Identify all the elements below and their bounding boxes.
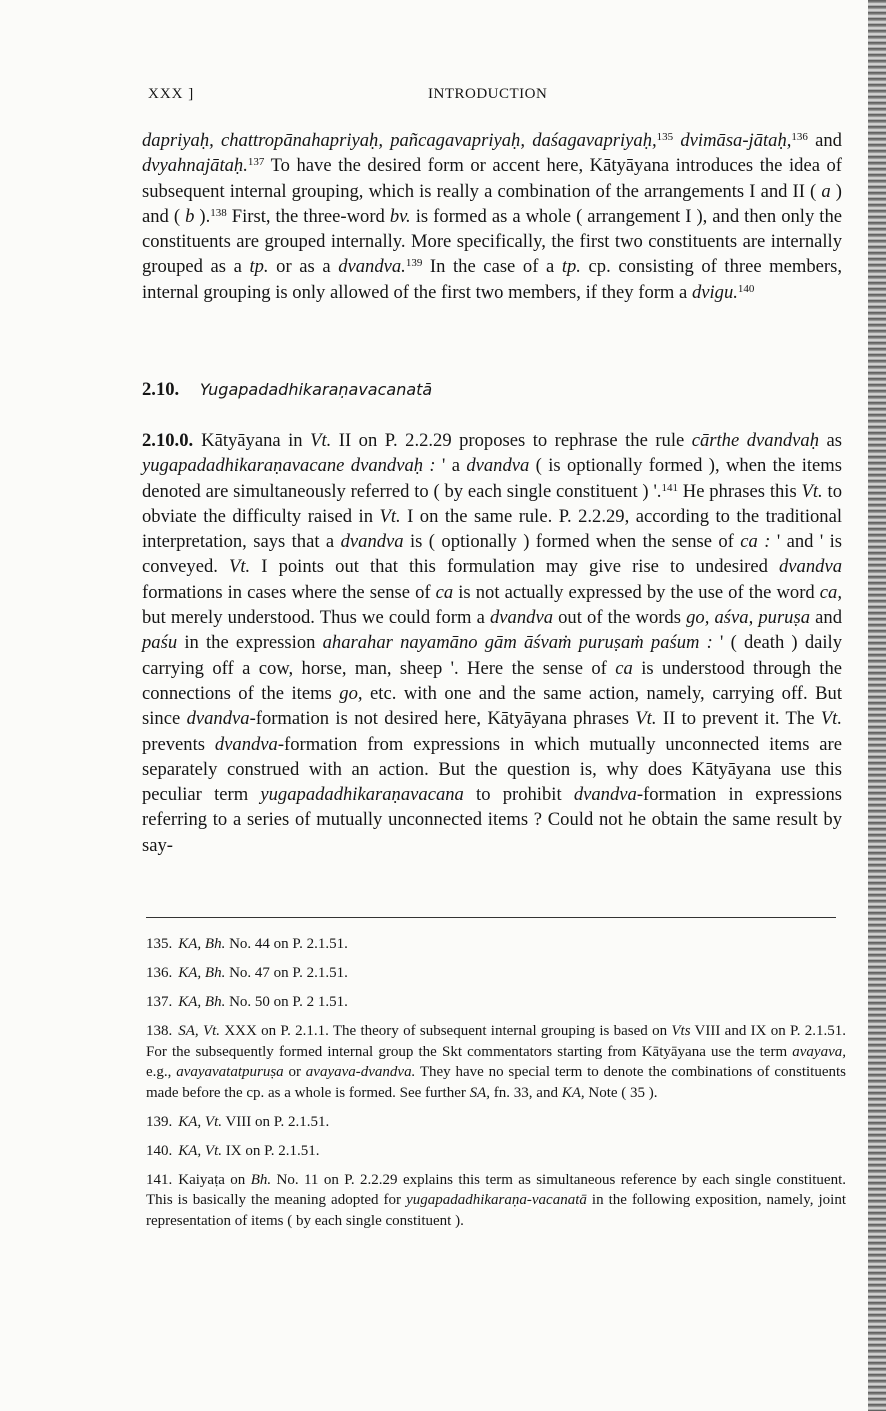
footnote-141: 141. Kaiyaṭa on Bh. No. 11 on P. 2.2.29 explains this term as simultaneous reference by each single constituent. This is basically the meaning adopted for yugapadadhikaraṇa-vacanatā in the following exposition, namely, joint representation of items ( by each single constituent ). (146, 1171, 847, 1229)
intro-paragraph: dapriyaḥ, chattropānahapriyaḥ, pañcagavapriyaḥ, daśagavapriyaḥ,$^{135}$ dvimāsa-jātaḥ,$^{136}$ and dvyahnajātaḥ.$^{137}$ To have the desired form or accent here, Kātyāyana introduces the idea of subsequent internal grouping, which is really a combination of the arrangements I and II ( a ) and ( b ).$^{138}$ First, the three-word bv. is formed as a whole ( arrangement I ), and then only the constituents are grouped internally. More specifically, the first two constituents are internally grouped as a tp. or as a dvandva.$^{139}$ In the case of a tp. cp. consisting of three members, internal grouping is only allowed of the first two members, if they form a dvigu.$^{140}$ (142, 130, 843, 303)
footnote-divider (146, 917, 836, 918)
paragraph-number: 2.10.0. (142, 430, 194, 451)
main-paragraph: 2.10.0. Kātyāyana in Vt. II on P. 2.2.29 proposes to rephrase the rule cārthe dvandvaḥ as yugapadadhikaraṇavacane dvandvaḥ : ' a dvandva ( is optionally formed ), when the items denoted are simultaneously referred to ( by each single constituent ) '.$^{141}$ He phrases this Vt. to obviate the difficulty raised in Vt. I on the same rule. P. 2.2.29, according to the traditional interpretation, says that a dvandva is ( optionally ) formed when the sense of ca : ' and ' is conveyed. Vt. I points out that this formulation may give rise to undesired dvandva formations in cases where the sense of ca is not actually expressed by the use of the word ca, but merely understood. Thus we could form a dvandva out of the words go, aśva, puruṣa and paśu in the expression aharahar nayamāno gām āśvaṁ puruṣaṁ paśum : ' ( death ) daily carrying off a cow, horse, man, sheep '. Here the sense of ca is understood through the connections of the items go, etc. with one and the same action, namely, carrying off. But since dvandva-formation is not desired here, Kātyāyana phrases Vt. II to prevent it. The Vt. prevents dvandva-formation from expressions in which mutually unconnected items are separately construed with an action. But the question is, why does Kātyāyana use this peculiar term yugapadadhikaraṇavacana to prohibit dvandva-formation in expressions referring to a series of mutually unconnected items ? Could not he obtain the same result by say- (142, 430, 843, 856)
section-number: 2.10. (142, 379, 180, 400)
footnote-139: 139. KA, Vt. VIII on P. 2.1.51. (146, 1113, 330, 1130)
footnote-137: 137. KA, Bh. No. 50 on P. 2 1.51. (146, 994, 348, 1010)
page-number: XXX ] (148, 86, 195, 102)
footnote-140: 140. KA, Vt. IX on P. 2.1.51. (146, 1142, 320, 1159)
section-heading (142, 379, 432, 401)
running-title: INTRODUCTION (428, 86, 548, 102)
scan-page-edge (868, 0, 886, 1411)
footnote-135: 135. KA, Bh. No. 44 on P. 2.1.51. (146, 936, 348, 952)
footnotes (146, 934, 846, 1240)
section-title: Yugapadadhikaraṇavacanatā (199, 380, 433, 399)
footnote-138: 138. SA, Vt. XXX on P. 2.1.1. The theory of subsequent internal grouping is based on Vts VIII and IX on P. 2.1.51. For the subsequently formed internal group the Skt commentators starting from Kātyāyana use the term avayava, e.g., avayavatatpuruṣa or avayava-dvandva. They have no special term to denote the combinations of constituents made before the cp. as a whole is formed. See further SA, fn. 33, and KA, Note ( 35 ). (146, 1023, 846, 1101)
running-header (148, 86, 838, 106)
footnote-136: 136. KA, Bh. No. 47 on P. 2.1.51. (146, 965, 348, 981)
